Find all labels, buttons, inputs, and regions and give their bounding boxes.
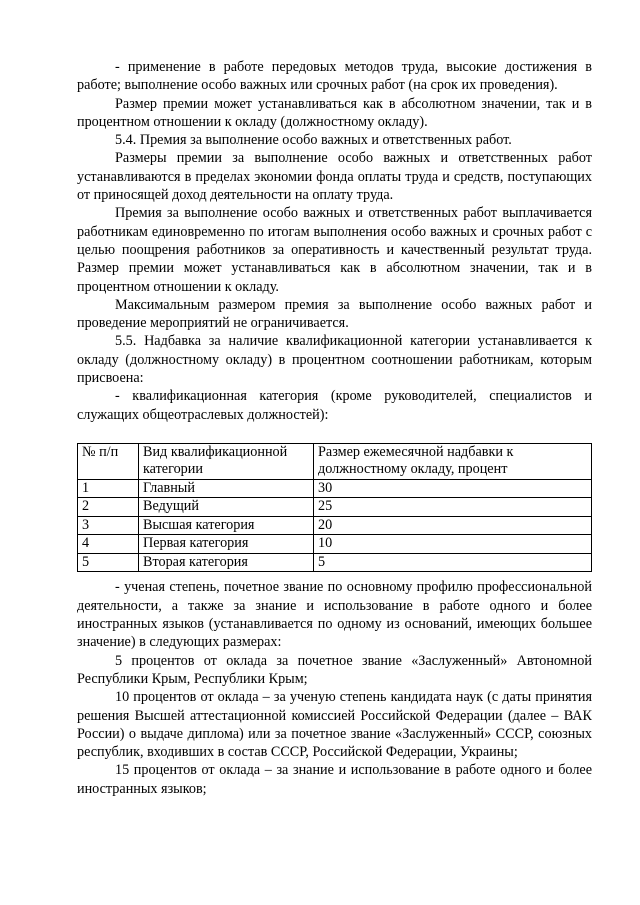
table-header-row (78, 443, 592, 479)
table-row (78, 516, 592, 535)
document-page (77, 58, 592, 798)
row-number: 5 (78, 553, 139, 572)
row-percent: 10 (314, 535, 592, 554)
table-row (78, 535, 592, 554)
paragraph-premium-limits: Размеры премии за выполнение особо важных и ответственных работ устанавливаются в пределах экономии фонда оплаты труда и средств, поступающих от приносящей доход деятельности на оплату труда. (77, 150, 592, 204)
row-number: 2 (78, 498, 139, 517)
section-5-5-heading: 5.5. Надбавка за наличие квалификационной категории устанавливается к окладу (должностному окладу) в процентном соотношении работникам, которым присвоена: (77, 333, 592, 387)
paragraph-10-percent: 10 процентов от оклада – за ученую степень кандидата наук (с даты принятия решения Высшей аттестационной комиссией Российской Федерации (далее – ВАК России) о выдаче диплома) или за почетное звание «Заслуженный» СССР, союзных республик, входивших в состав СССР, Российской Федерации, Украины; (77, 689, 592, 761)
row-category: Главный (139, 479, 314, 498)
paragraph-qualification: - квалификационная категория (кроме руководителей, специалистов и служащих общеотраслевых должностей): (77, 388, 592, 423)
paragraph-15-percent: 15 процентов от оклада – за знание и использование в работе одного и более иностранных языков; (77, 762, 592, 797)
paragraph-premium-size: Размер премии может устанавливаться как в абсолютном значении, так и в процентном отношении к окладу (должностному окладу). (77, 95, 592, 130)
paragraph-methods: - применение в работе передовых методов труда, высокие достижения в работе; выполнение особо важных или срочных работ (на срок их проведения). (77, 59, 592, 94)
table-row (78, 498, 592, 517)
row-number: 3 (78, 516, 139, 535)
row-number: 4 (78, 535, 139, 554)
header-category: Вид квалификационной категории (139, 443, 314, 479)
paragraph-premium-payment: Премия за выполнение особо важных и ответственных работ выплачивается работникам единовременно по итогам выполнения особо важных и срочных работ с целью поощрения работников за оперативность и качественный результат труда. Размер премии может устанавливаться как в абсолютном значении, так и в процентном отношении к окладу. (77, 205, 592, 295)
row-percent: 25 (314, 498, 592, 517)
row-percent: 20 (314, 516, 592, 535)
row-category: Ведущий (139, 498, 314, 517)
paragraph-premium-max: Максимальным размером премия за выполнение особо важных работ и проведение мероприятий не ограничивается. (77, 296, 592, 332)
row-percent: 5 (314, 553, 592, 572)
table-row (78, 479, 592, 498)
row-number: 1 (78, 479, 139, 498)
table-row (78, 553, 592, 572)
header-allowance: Размер ежемесячной надбавки к должностному окладу, процент (314, 443, 592, 479)
paragraph-degree: - ученая степень, почетное звание по основному профилю профессиональной деятельности, а также за знание и использование в работе одного и более иностранных языков (устанавливается по одному из оснований, имеющих большее значение) в следующих размерах: (77, 579, 592, 651)
row-category: Первая категория (139, 535, 314, 554)
section-5-4-heading: 5.4. Премия за выполнение особо важных и ответственных работ. (115, 132, 512, 149)
row-category: Высшая категория (139, 516, 314, 535)
qualification-table (77, 443, 592, 573)
paragraph-5-percent: 5 процентов от оклада за почетное звание «Заслуженный» Автономной Республики Крым, Республики Крым; (77, 652, 592, 687)
row-percent: 30 (314, 479, 592, 498)
header-number: № п/п (78, 443, 139, 479)
row-category: Вторая категория (139, 553, 314, 572)
